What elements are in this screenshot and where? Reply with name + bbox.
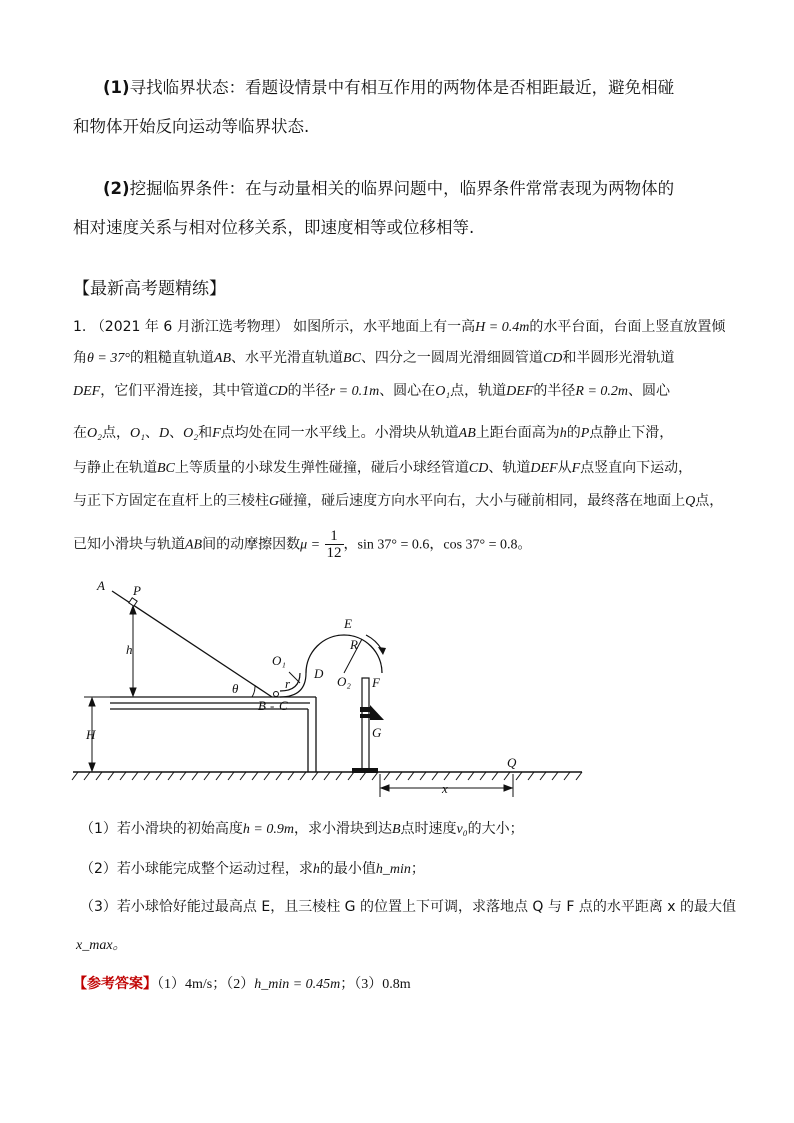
question-text: （2）若小球能完成整个运动过程，求 xyxy=(80,861,313,877)
problem-text: 点， xyxy=(101,425,130,441)
incline-AB xyxy=(112,591,272,697)
question-text: 点时速度 xyxy=(400,821,457,837)
problem-text: 和半圆形光滑轨道 xyxy=(562,350,675,366)
problem-text: 的半径 xyxy=(287,383,330,399)
math: CD xyxy=(268,384,288,399)
math: DEF xyxy=(73,384,101,399)
math: DEF xyxy=(506,384,534,399)
question-text: ，求小滑块到达 xyxy=(293,821,392,837)
label-D: D xyxy=(314,666,324,681)
math: h xyxy=(559,426,567,441)
triangular-prism-G xyxy=(370,705,384,720)
label-E: E xyxy=(344,616,352,631)
label-x: x xyxy=(442,781,448,796)
reference-answer xyxy=(73,973,411,993)
label-F: F xyxy=(372,675,380,690)
problem-text: 、轨道 xyxy=(488,460,531,476)
math: CD xyxy=(542,351,563,366)
friction-coefficient-fraction xyxy=(325,528,344,561)
math: h_min = 0.45m xyxy=(254,977,341,992)
math: O₂ xyxy=(183,426,199,441)
problem-text: 点静止下滑， xyxy=(589,425,674,441)
problem-text: 间的动摩擦因数 xyxy=(202,536,301,553)
math: AB xyxy=(213,351,232,366)
math: O₁ xyxy=(435,384,451,399)
problem-text: 已知小滑块与轨道 xyxy=(73,536,185,553)
section-title: 【最新高考题精练】 xyxy=(73,279,226,299)
problem-text: 、 xyxy=(169,425,184,441)
label-H: H xyxy=(86,727,96,742)
intro-paragraph-2-line-1 xyxy=(103,175,674,199)
angle-arc xyxy=(252,686,255,697)
label-Q: Q xyxy=(507,755,517,770)
problem-text: 如图所示，水平地面上有一高 xyxy=(293,319,476,335)
math: sin 37° = 0.6 xyxy=(357,537,430,553)
intro-paragraph-1-line-2: 和物体开始反向运动等临界状态. xyxy=(73,117,310,136)
math: BC xyxy=(343,351,361,366)
problem-line-6 xyxy=(73,490,723,510)
math: cos 37° = 0.8 xyxy=(443,537,518,553)
answer-text: ；（3）0.8m xyxy=(340,977,411,992)
problem-text: 从 xyxy=(557,460,572,476)
label-O2: O₂ xyxy=(337,674,351,689)
question-text: （1）若小滑块的初始高度 xyxy=(80,821,243,837)
fraction-denominator: 12 xyxy=(326,545,342,561)
math: F xyxy=(571,461,581,476)
math: D xyxy=(158,426,170,441)
problem-line-4 xyxy=(73,422,673,442)
math: O₁ xyxy=(129,426,145,441)
problem-text: 、圆心 xyxy=(628,383,670,399)
math: r = 0.1m xyxy=(329,384,380,399)
arrow-head xyxy=(378,647,386,655)
math: F xyxy=(212,426,221,441)
problem-text: 上距台面高为 xyxy=(475,425,560,441)
problem-line-3 xyxy=(73,380,670,400)
radius-r xyxy=(289,672,300,683)
answer-label: 【参考答案】 xyxy=(73,976,157,992)
math: CD xyxy=(468,461,489,476)
problem-text: ， xyxy=(429,536,444,553)
question-1 xyxy=(80,818,524,838)
small-ball xyxy=(274,692,279,697)
problem-text: 。 xyxy=(517,536,532,553)
math: R = 0.2m xyxy=(575,384,628,399)
math: μ = xyxy=(300,537,321,553)
question-text: 的大小； xyxy=(467,821,524,837)
problem-text: 碰撞，碰后速度方向水平向右，大小与碰前相同，最终落在地面上 xyxy=(279,493,686,509)
label-C: C xyxy=(279,698,288,713)
math: DEF xyxy=(530,461,558,476)
math: P xyxy=(580,426,590,441)
math: h = 0.9m xyxy=(242,822,294,837)
problem-text: 、水平光滑直轨道 xyxy=(231,350,344,366)
math: θ = 37° xyxy=(87,351,130,366)
problem-text: ，它们平滑连接，其中管道 xyxy=(100,383,269,399)
problem-text: 点，轨道 xyxy=(450,383,507,399)
intro-text: 寻找临界状态：看题设情景中有相互作用的两物体是否相距最近，避免相碰 xyxy=(129,78,675,97)
problem-text: 与静止在轨道 xyxy=(73,460,157,476)
intro-text: 挖掘临界条件：在与动量相关的临界问题中，临界条件常常表现为两物体的 xyxy=(129,179,675,198)
math: G xyxy=(269,494,280,509)
question-3-line-2: x_max。 xyxy=(76,938,127,953)
dash: - xyxy=(270,698,275,713)
physics-diagram xyxy=(0,575,794,805)
math: AB xyxy=(458,426,476,441)
math: H = 0.4m xyxy=(475,320,530,335)
label-R: R xyxy=(350,637,358,652)
math: BC xyxy=(157,461,175,476)
ground xyxy=(72,772,582,780)
problem-line-7 xyxy=(73,528,532,561)
problem-text: 、四分之一圆周光滑细圆管道 xyxy=(360,350,543,366)
problem-text: 点， xyxy=(695,493,724,509)
question-text: 的最小值 xyxy=(319,861,376,877)
problem-source: （2021 年 6 月浙江选考物理） xyxy=(90,319,289,335)
label-G: G xyxy=(372,725,382,740)
math: h xyxy=(312,862,320,877)
label-O1: O₁ xyxy=(272,653,286,668)
problem-text: 在 xyxy=(73,425,87,441)
problem-text: 、 xyxy=(144,425,159,441)
intro-paragraph-2-line-2: 相对速度关系与相对位移关系，即速度相等或位移相等. xyxy=(73,218,475,237)
math: v₀ xyxy=(456,822,468,837)
intro-item-number: (2) xyxy=(103,179,130,198)
problem-text: 的粗糙直轨道 xyxy=(129,350,214,366)
problem-text: 点均处在同一水平线上。小滑块从轨道 xyxy=(220,425,459,441)
problem-text: ， xyxy=(343,536,358,553)
problem-line-5 xyxy=(73,457,692,477)
label-P: P xyxy=(133,583,141,598)
problem-text: 、圆心在 xyxy=(379,383,436,399)
problem-text: 的半径 xyxy=(533,383,576,399)
fraction-numerator: 1 xyxy=(325,528,344,545)
label-B: B xyxy=(258,698,266,713)
question-2 xyxy=(80,858,425,878)
problem-line-2 xyxy=(73,347,674,367)
problem-text: 与正下方固定在直杆上的三棱柱 xyxy=(73,493,269,509)
label-A: A xyxy=(97,578,105,593)
intro-paragraph-1-line-1 xyxy=(103,74,674,98)
problem-text: 点竖直向下运动， xyxy=(580,460,693,476)
question-3-line-1: （3）若小球恰好能过最高点 E，且三棱柱 G 的位置上下可调，求落地点 Q 与 F 点的水平距离 x 的最大值 xyxy=(80,899,737,915)
intro-item-number: (1) xyxy=(103,78,130,97)
problem-line-1 xyxy=(73,316,725,336)
problem-text: 角 xyxy=(73,350,87,366)
math: O₂ xyxy=(87,426,102,441)
label-r: r xyxy=(285,676,291,691)
math: h_min xyxy=(375,862,411,877)
problem-text: 的水平台面，台面上竖直放置倾 xyxy=(529,319,726,335)
answer-text: （1）4m/s；（2） xyxy=(157,977,255,992)
label-theta: θ xyxy=(232,681,239,696)
problem-text: 上等质量的小球发生弹性碰撞，碰后小球经管道 xyxy=(174,460,469,476)
math: Q xyxy=(685,494,696,509)
problem-number: 1. xyxy=(73,319,87,335)
label-h: h xyxy=(126,642,133,657)
math: B xyxy=(391,822,401,837)
problem-text: 的 xyxy=(566,425,581,441)
math: AB xyxy=(185,537,203,553)
question-text: ； xyxy=(410,861,425,877)
problem-text: 和 xyxy=(198,425,213,441)
